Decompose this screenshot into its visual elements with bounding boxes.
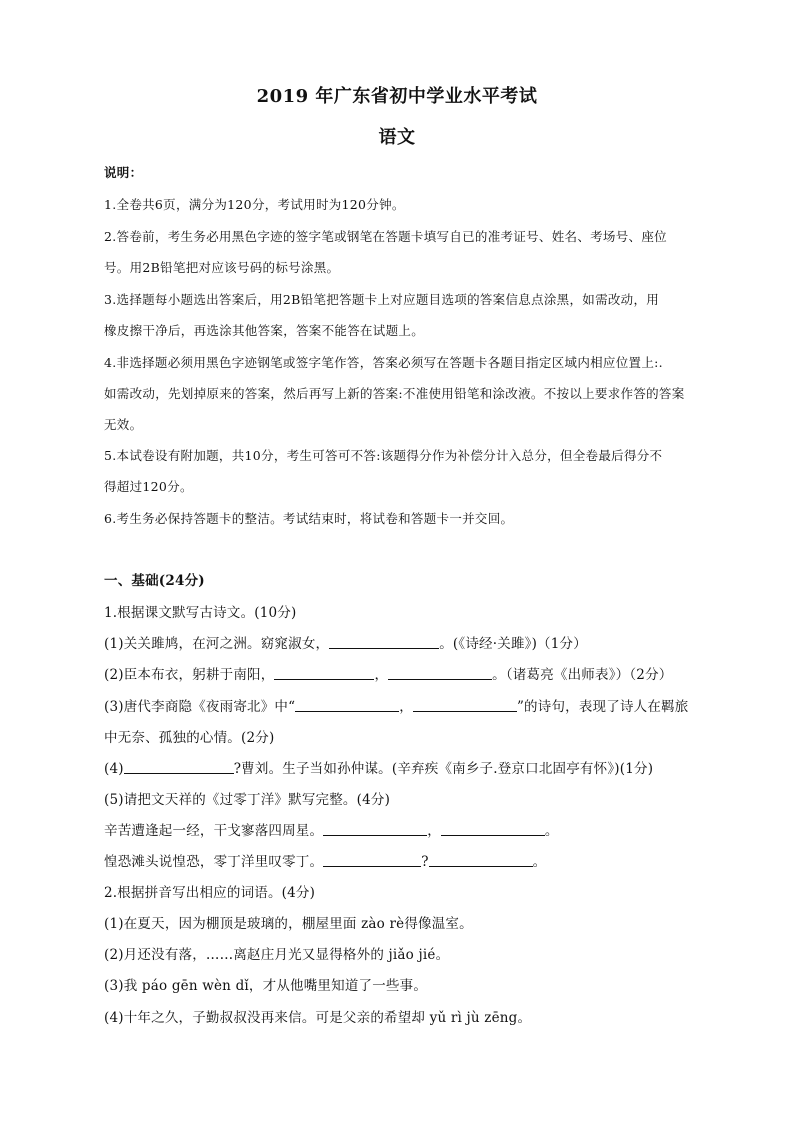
answer-blank[interactable] [329, 636, 439, 649]
punctuation: 。 [544, 823, 559, 839]
question-1-4-number: (4) [104, 761, 124, 777]
answer-blank[interactable] [274, 667, 374, 680]
answer-blank[interactable] [295, 699, 399, 712]
question-1-4 [104, 757, 653, 777]
answer-blank[interactable] [429, 854, 533, 867]
question-1-1-text: (1)关关雎鸠，在河之洲。窈窕淑女， [104, 636, 330, 652]
instruction-4-line-2: 如需改动，先划掉原来的答案，然后再写上新的答案:不准使用铅笔和涂改液。不按以上要求作答的答案 [104, 386, 685, 401]
instruction-5-line-1: 5.本试卷设有附加题，共10分，考生可答可不答:该题得分作为补偿分计入总分，但全卷最后得分不 [104, 448, 663, 463]
instructions-heading: 说明： [104, 165, 143, 180]
punctuation: ， [427, 823, 441, 839]
answer-blank[interactable] [124, 761, 234, 774]
answer-blank[interactable] [388, 667, 492, 680]
punctuation: ， [374, 667, 389, 683]
instruction-4-line-3: 无效。 [104, 417, 143, 432]
instruction-6: 6.考生务必保持答题卡的整洁。考试结束时，将试卷和答题卡一并交回。 [104, 511, 514, 526]
question-2-4: (4)十年之久，子勤叔叔没再来信。可是父亲的希望却 yǔ rì jù zēng。 [104, 1010, 532, 1026]
question-1-2-source: 。（诸葛亮《出师表》）（2分） [492, 667, 673, 683]
answer-blank[interactable] [323, 823, 427, 836]
question-1-3-tail: ”的诗句，表现了诗人在羁旅 [516, 699, 689, 715]
question-1-3-text: (3)唐代李商隐《夜雨寄北》中“ [104, 699, 296, 715]
poem-line-2-text: 惶恐滩头说惶恐，零丁洋里叹零丁。 [104, 854, 324, 870]
instruction-1: 1.全卷共6页，满分为120分，考试用时为120分钟。 [104, 197, 405, 212]
instruction-4-line-1: 4.非选择题必须用黑色字迹钢笔或签字笔作答，答案必须写在答题卡各题目指定区域内相应位置上:. [104, 355, 663, 370]
section-heading: 一、基础(24分) [104, 573, 205, 589]
exam-title: 2019 年广东省初中学业水平考试 [256, 86, 538, 107]
instruction-3-line-2: 橡皮擦干净后，再选涂其他答案，答案不能答在试题上。 [104, 323, 425, 338]
question-2-2: (2)月还没有落，……离赵庄月光又显得格外的 jiǎo jié。 [104, 947, 450, 963]
question-2: 2.根据拼音写出相应的词语。(4分) [104, 885, 316, 901]
poem-line-1-text: 辛苦遭逢起一经，干戈寥落四周星。 [104, 823, 324, 839]
punctuation: ， [399, 699, 413, 715]
punctuation: ? [421, 854, 429, 870]
answer-blank[interactable] [441, 823, 545, 836]
question-1-2 [104, 663, 672, 683]
instruction-3-line-1: 3.选择题每小题选出答案后，用2B铅笔把答题卡上对应题目选项的答案信息点涂黑，如需改动，用 [104, 292, 660, 307]
instruction-2-line-2: 号。用2B铅笔把对应该号码的标号涂黑。 [104, 260, 340, 275]
question-1-5: (5)请把文天祥的《过零丁洋》默写完整。(4分) [104, 792, 391, 808]
question-1-1-source: 。(《诗经·关雎》)（1分） [439, 636, 587, 652]
question-1-4-text: ?曹刘。生子当如孙仲谋。(辛弃疾《南乡子.登京口北固亭有怀》)(1分) [233, 761, 654, 777]
question-1-3 [104, 695, 688, 715]
poem-line-1 [104, 819, 559, 839]
question-2-1: (1)在夏天，因为棚顶是玻璃的，棚屋里面 zào rè得像温室。 [104, 916, 473, 932]
answer-blank[interactable] [323, 854, 421, 867]
punctuation: 。 [532, 854, 547, 870]
question-1-3-line-2: 中无奈、孤独的心情。(2分) [104, 730, 275, 746]
question-1-1 [104, 632, 587, 652]
subject-title: 语文 [378, 127, 416, 148]
instruction-2-line-1: 2.答卷前，考生务必用黑色字迹的签字笔或钢笔在答题卡填写自已的准考证号、姓名、考场号、座位 [104, 229, 667, 244]
question-2-3: (3)我 páo gēn wèn dǐ，才从他嘴里知道了一些事。 [104, 978, 428, 994]
answer-blank[interactable] [413, 699, 517, 712]
poem-line-2 [104, 850, 546, 870]
question-1: 1.根据课文默写古诗文。(10分) [104, 605, 297, 621]
question-1-2-text: (2)臣本布衣，躬耕于南阳， [104, 667, 275, 683]
instruction-5-line-2: 得超过120分。 [104, 479, 193, 494]
